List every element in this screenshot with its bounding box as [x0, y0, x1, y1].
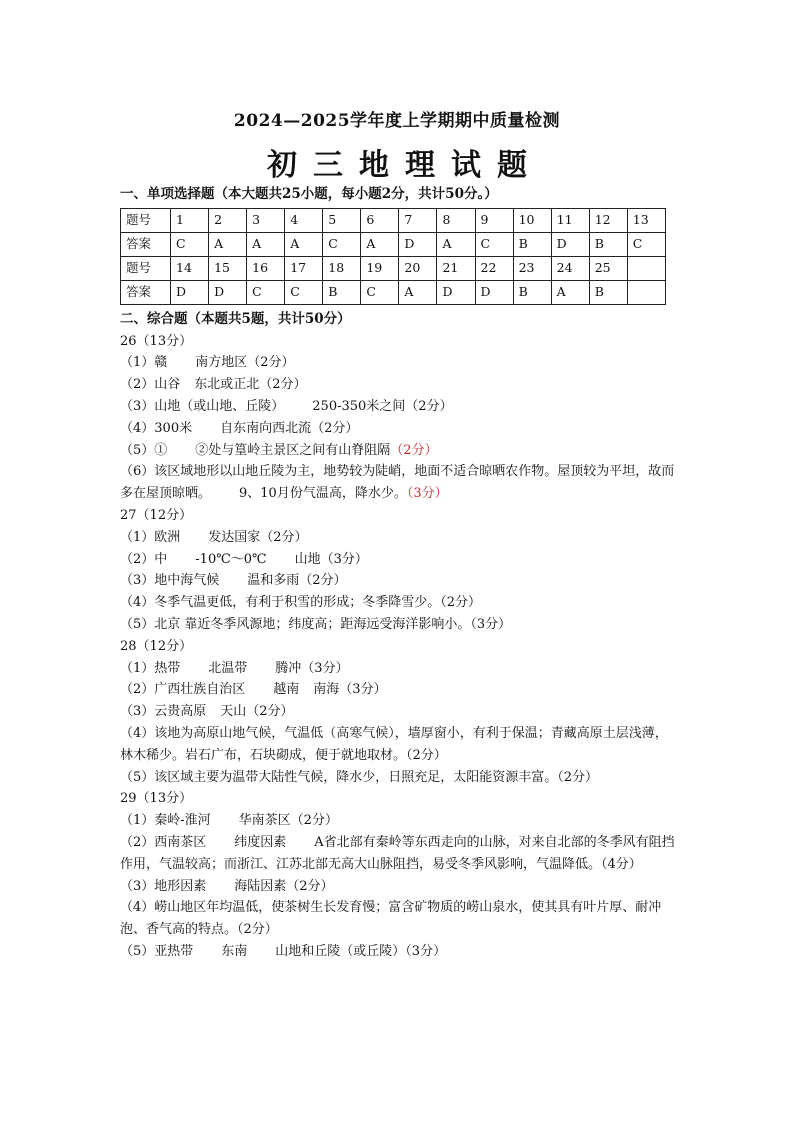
table-cell: 24 — [551, 256, 589, 280]
table-cell: D — [171, 280, 209, 304]
q29-line3 — [120, 876, 680, 898]
text: （5）亚热带 — [120, 943, 194, 959]
table-cell: C — [627, 232, 665, 256]
text: （3）山地（或山地、丘陵） — [120, 398, 285, 414]
text: -10℃～0℃ — [195, 551, 267, 567]
section1-heading: 一、单项选择题（本大题共25小题，每小题2分，共计50分。） — [120, 186, 498, 202]
text: （2）广西壮族自治区 — [120, 682, 246, 698]
q27-line2 — [120, 549, 680, 571]
answer-content — [120, 184, 680, 963]
table-cell: C — [323, 232, 361, 256]
table-cell: D — [437, 280, 475, 304]
q29-heading: 29（13分） — [120, 791, 193, 807]
text: 华南茶区（2分） — [238, 813, 338, 829]
table-cell: D — [551, 232, 589, 256]
table-cell: D — [209, 280, 247, 304]
text: 东南 — [221, 943, 248, 959]
table-cell: B — [589, 232, 627, 256]
text: 250-350米之间（2分） — [312, 398, 453, 414]
q26-heading: 26（13分） — [120, 333, 193, 349]
table-cell: A — [437, 232, 475, 256]
q26-line4 — [120, 418, 680, 440]
text: 自东南向西北流（2分） — [220, 420, 359, 436]
q26-line6 — [120, 461, 680, 505]
answer-table — [120, 208, 666, 305]
table-cell: 21 — [437, 256, 475, 280]
text: A省北部有秦岭等东西走向的山脉，对来自北部的冬季风有阻挡作用，气温较高；而浙江、江苏北部无高大山脉阻挡，易受冬季风影响，气温降低。（4分） — [120, 834, 675, 872]
table-cell: A — [361, 232, 399, 256]
table-cell: 5 — [323, 208, 361, 232]
table-cell: 1 — [171, 208, 209, 232]
table-row — [121, 208, 666, 232]
text: 越南 — [273, 682, 300, 698]
q26-line1 — [120, 352, 680, 374]
row-label-question: 题号 — [121, 208, 171, 232]
text: 东北或正北（2分） — [194, 377, 307, 393]
row-label-answer: 答案 — [121, 232, 171, 256]
text: （2）西南茶区 — [120, 834, 207, 850]
text: （1）秦岭-淮河 — [120, 813, 211, 829]
q26-line2 — [120, 374, 680, 396]
table-cell: A — [247, 232, 285, 256]
table-cell: 14 — [171, 256, 209, 280]
row-label-question: 题号 — [121, 256, 171, 280]
text: （3）地中海气候 — [120, 573, 220, 589]
text: （1）欧洲 — [120, 529, 181, 545]
table-cell — [627, 256, 665, 280]
table-cell: 9 — [475, 208, 513, 232]
text: 北温带 — [208, 660, 248, 676]
text: （3分） — [406, 486, 448, 502]
text: ②处与篁岭主景区之间有山脊阻隔 — [195, 442, 391, 458]
text: 发达国家（2分） — [208, 529, 308, 545]
text: 海陆因素（2分） — [234, 878, 334, 894]
table-cell: 10 — [513, 208, 551, 232]
q28-line5: （5）该区域主要为温带大陆性气候，降水少，日照充足，太阳能资源丰富。（2分） — [120, 769, 599, 785]
table-cell: 3 — [247, 208, 285, 232]
text: （3）云贵高原 — [120, 704, 207, 720]
table-cell: C — [171, 232, 209, 256]
table-cell: C — [361, 280, 399, 304]
table-cell: 23 — [513, 256, 551, 280]
q29-line1 — [120, 810, 680, 832]
table-cell: 6 — [361, 208, 399, 232]
table-cell: 8 — [437, 208, 475, 232]
table-cell: C — [285, 280, 323, 304]
exam-title: 初三地理试题 — [267, 148, 543, 183]
table-row — [121, 280, 666, 304]
q28-line3 — [120, 701, 680, 723]
text: （3）地形因素 — [120, 878, 207, 894]
table-cell: 12 — [589, 208, 627, 232]
text: 南海（3分） — [313, 682, 387, 698]
table-row — [121, 256, 666, 280]
text: 天山（2分） — [220, 704, 294, 720]
table-cell: 4 — [285, 208, 323, 232]
table-cell: 18 — [323, 256, 361, 280]
table-cell: C — [247, 280, 285, 304]
q28-line4: （4）该地为高原山地气候，气温低（高寒气候），墙厚窗小，有利于保温；青藏高原土层浅薄，林木稀少。岩石广布，石块砌成，便于就地取材。（2分） — [120, 725, 668, 763]
table-cell: B — [513, 280, 551, 304]
section2-heading: 二、综合题（本题共5题，共计50分） — [120, 310, 351, 327]
text: 南方地区（2分） — [195, 355, 295, 371]
text: 9、10月份气温高，降水少。 — [239, 486, 407, 502]
table-cell: D — [475, 280, 513, 304]
text: （6）该区域地形以山地丘陵为主，地势较为陡峭，地面不适合晾晒农作物。屋顶较为平坦，故而多在屋顶晾晒。 — [120, 464, 675, 502]
q28-heading: 28（12分） — [120, 638, 193, 654]
table-cell: 17 — [285, 256, 323, 280]
table-cell: B — [513, 232, 551, 256]
table-cell: A — [209, 232, 247, 256]
table-cell: 15 — [209, 256, 247, 280]
table-cell: 2 — [209, 208, 247, 232]
q27-line4: （4）冬季气温更低，有利于积雪的形成；冬季降雪少。（2分） — [120, 595, 482, 611]
table-cell: 11 — [551, 208, 589, 232]
text: （2）山谷 — [120, 377, 181, 393]
text: （2分） — [390, 442, 438, 458]
table-cell: D — [399, 232, 437, 256]
table-cell: A — [399, 280, 437, 304]
table-cell — [627, 280, 665, 304]
text: 腾冲（3分） — [275, 660, 349, 676]
text: 山地（3分） — [294, 551, 368, 567]
q26-line3 — [120, 396, 680, 418]
table-cell: 7 — [399, 208, 437, 232]
text: （5）① — [120, 442, 168, 458]
q27-line1 — [120, 527, 680, 549]
table-cell: B — [589, 280, 627, 304]
table-cell: C — [475, 232, 513, 256]
text: 山地和丘陵（或丘陵）（3分） — [275, 943, 447, 959]
q28-line2 — [120, 679, 680, 701]
table-cell: B — [323, 280, 361, 304]
q28-line1 — [120, 658, 680, 680]
table-cell: 20 — [399, 256, 437, 280]
q29-line4: （4）崂山地区年均温低，使茶树生长发育慢；富含矿物质的崂山泉水，使其具有叶片厚、耐冲泡、香气高的特点。（2分） — [120, 900, 662, 938]
q29-line5 — [120, 941, 680, 963]
table-cell: 13 — [627, 208, 665, 232]
q27-line3 — [120, 570, 680, 592]
text: （2）中 — [120, 551, 168, 567]
text: （1）赣 — [120, 355, 168, 371]
table-cell: 25 — [589, 256, 627, 280]
text: 纬度因素 — [234, 834, 287, 850]
table-cell: 16 — [247, 256, 285, 280]
text: 温和多雨（2分） — [247, 573, 347, 589]
q29-line2 — [120, 832, 680, 876]
row-label-answer: 答案 — [121, 280, 171, 304]
text: （1）热带 — [120, 660, 181, 676]
q26-line5 — [120, 440, 680, 462]
exam-subtitle: 2024—2025学年度上学期期中质量检测 — [233, 111, 561, 131]
table-cell: A — [551, 280, 589, 304]
table-cell: A — [285, 232, 323, 256]
q27-line5: （5）北京 靠近冬季风源地；纬度高；距海远受海洋影响小。（3分） — [120, 616, 512, 632]
table-cell: 19 — [361, 256, 399, 280]
q27-heading: 27（12分） — [120, 507, 193, 523]
table-row — [121, 232, 666, 256]
table-cell: 22 — [475, 256, 513, 280]
text: （4）300米 — [120, 420, 193, 436]
